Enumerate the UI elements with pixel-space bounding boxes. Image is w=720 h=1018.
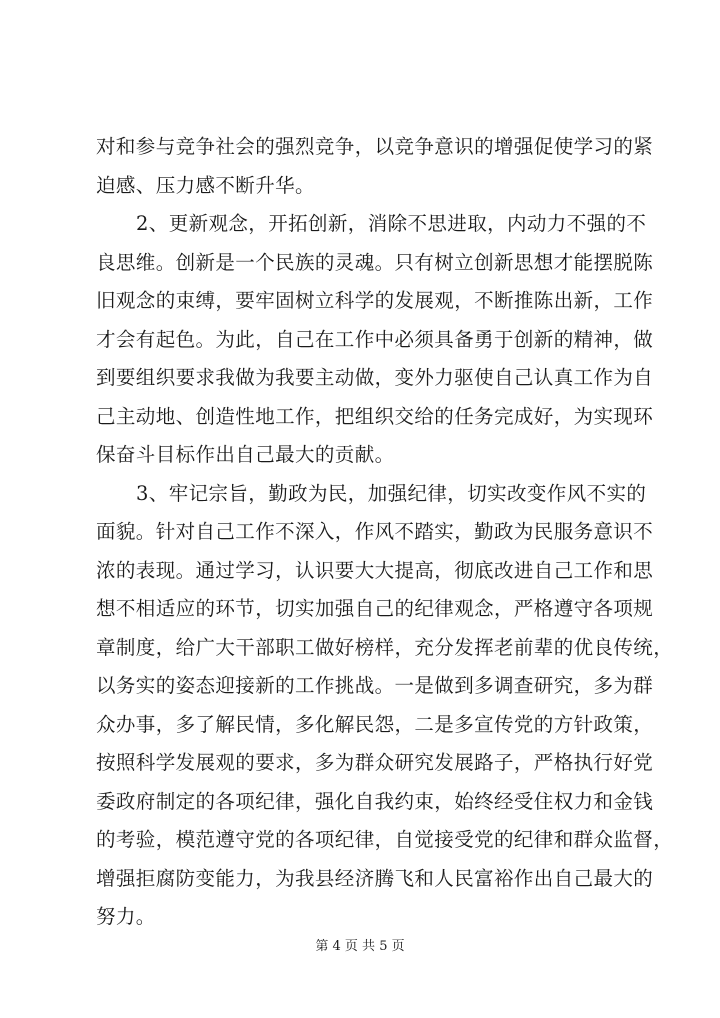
paragraph-start-line: 3、牢记宗旨，勤政为民，加强纪律，切实改变作风不实的 <box>136 481 647 505</box>
text-line: 迫感、压力感不断升华。 <box>96 173 315 197</box>
text-line: 保奋斗目标作出自己最大的贡献。 <box>96 443 395 466</box>
text-line: 良思维。创新是一个民族的灵魂。只有树立创新思想才能摆脱陈 <box>96 250 654 274</box>
paragraph-start-line: 2、更新观念，开拓创新，消除不思进取，内动力不强的不 <box>136 212 647 235</box>
text-line: 己主动地、创造性地工作，把组织交给的任务完成好，为实现环 <box>96 404 654 428</box>
text-line: 浓的表现。通过学习，认识要大大提高，彻底改进自己工作和思 <box>96 558 654 582</box>
text-line: 旧观念的束缚，要牢固树立科学的发展观，不断推陈出新，工作 <box>96 289 654 312</box>
text-line: 才会有起色。为此，自己在工作中必须具备勇于创新的精神，做 <box>96 327 654 351</box>
text-line: 章制度，给广大干部职工做好榜样，充分发挥老前辈的优良传统， <box>96 635 674 659</box>
text-line: 想不相适应的环节，切实加强自己的纪律观念，严格遵守各项规 <box>96 597 654 620</box>
body-text <box>96 128 674 937</box>
text-line: 按照科学发展观的要求，多为群众研究发展路子，严格执行好党 <box>96 751 654 774</box>
text-line: 众办事，多了解民情，多化解民怨，二是多宣传党的方针政策， <box>96 712 654 736</box>
text-line: 的考验，模范遵守党的各项纪律，自觉接受党的纪律和群众监督， <box>96 828 674 851</box>
text-line: 以务实的姿态迎接新的工作挑战。一是做到多调查研究，多为群 <box>96 674 654 697</box>
text-line: 面貌。针对自己工作不深入，作风不踏实，勤政为民服务意识不 <box>96 520 654 543</box>
text-line: 努力。 <box>96 905 156 928</box>
text-line: 增强拒腐防变能力，为我县经济腾飞和人民富裕作出自己最大的 <box>96 866 654 890</box>
page-number-footer: 第 4 页 共 5 页 <box>315 939 405 954</box>
text-line: 对和参与竞争社会的强烈竞争，以竞争意识的增强促使学习的紧 <box>96 135 654 158</box>
text-line: 到要组织要求我做为我要主动做，变外力驱使自己认真工作为自 <box>96 366 654 389</box>
text-line: 委政府制定的各项纪律，强化自我约束，始终经受住权力和金钱 <box>96 789 654 813</box>
